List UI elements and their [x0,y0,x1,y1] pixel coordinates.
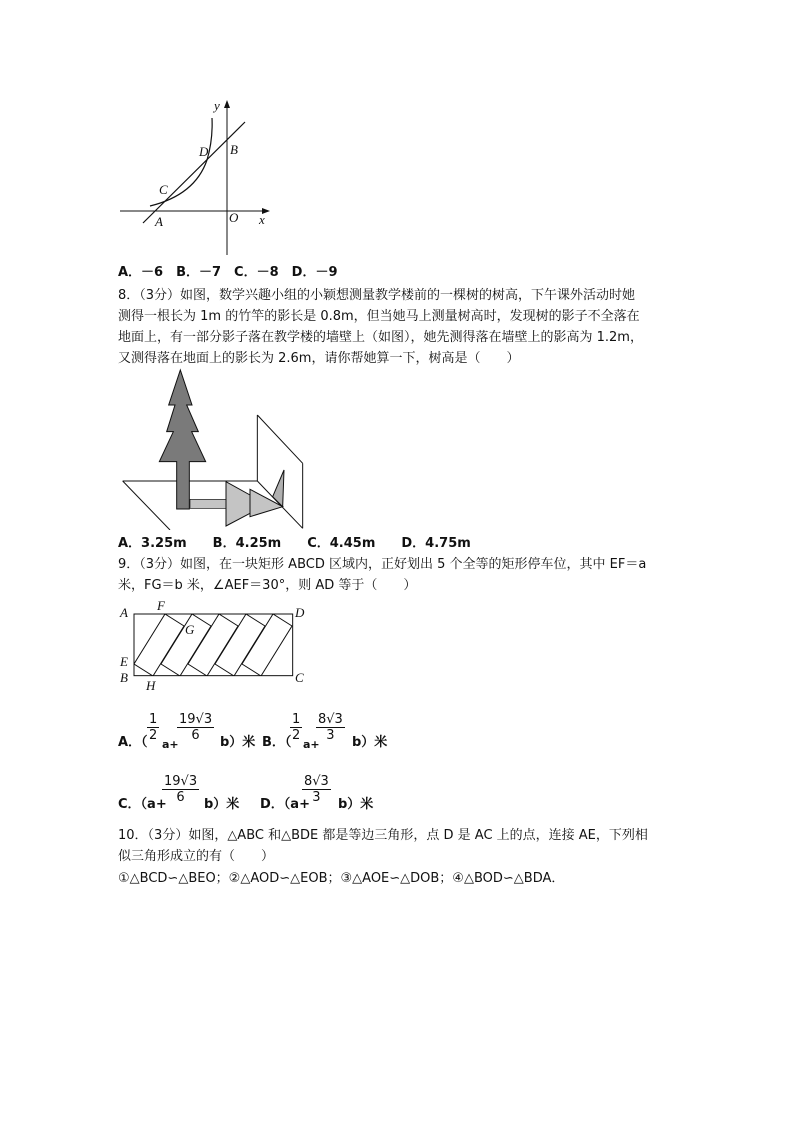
q9-option-B-mid: a+ [303,738,320,751]
parking-stall [242,614,292,676]
label-B: B [230,142,238,157]
q9-option-B-half: $\frac{1}{2}$ [292,712,301,743]
parking-stall [188,614,238,676]
q10-line-2: 似三角形成立的有（ ） [118,849,275,864]
q9-option-B-prefix: B．（ [262,735,292,750]
q9-parking-figure [110,595,310,695]
q9-option-B-fraction: $\frac{8√3}{3}$ [318,712,343,743]
parking-stall [215,614,265,676]
tree-icon [159,370,205,509]
q9-option-A-mid: a+ [162,738,179,751]
q9-line-1: 9．（3分）如图，在一块矩形 ABCD 区域内，正好划出 5 个全等的矩形停车位，其中 EF＝a [118,557,647,572]
label-y: y [214,98,220,113]
shadow-triangle-1 [226,482,250,526]
q9-option-D-suffix: b）米 [338,797,374,812]
q9-option-D-fraction: $\frac{8√3}{3}$ [304,774,329,805]
label-O: O [229,210,239,225]
line-AB [143,122,245,223]
label-D: D [199,144,209,159]
q8-line-3: 地面上，有一部分影子落在教学楼的墙壁上（如图），她先测得落在墙壁上的影高为 1.2m， [118,330,643,345]
q10-line-1: 10．（3分）如图，△ABC 和△BDE 都是等边三角形，点 D 是 AC 上的点，连接 AE，下列相 [118,828,648,843]
label-C: C [295,670,304,685]
q9-option-D-prefix: D．（a+ [260,797,310,812]
parking-stall [134,614,184,676]
label-B: B [120,670,128,685]
label-C: C [159,182,168,197]
q8-line-1: 8．（3分）如图，数学兴趣小组的小颖想测量教学楼前的一棵树的树高，下午课外活动时她 [118,288,636,303]
label-A: A [155,214,163,229]
label-G: G [185,622,195,637]
q9-option-C-fraction: $\frac{19√3}{6}$ [164,774,198,805]
q7-graph-figure [110,95,280,260]
label-E: E [120,654,128,669]
label-D: D [295,605,305,620]
q8-tree-shadow-figure [110,360,310,530]
q9-option-C-prefix: C．（a+ [118,797,167,812]
ground-shadow-bar [190,499,226,508]
q8-line-4: 又测得落在地面上的影长为 2.6m，请你帮她算一下，树高是（ ） [118,351,520,366]
label-A: A [120,605,128,620]
label-F: F [157,598,165,613]
q9-option-C-suffix: b）米 [204,797,240,812]
q9-option-A-prefix: A．（ [118,735,148,750]
q9-option-A-fraction: $\frac{19√3}{6}$ [179,712,213,743]
label-x: x [259,212,265,227]
q9-line-2: 米，FG＝b 米，∠AEF＝30°，则 AD 等于（ ） [118,578,417,593]
q10-line-3: ①△BCD∽△BEO；②△AOD∽△EOB；③△AOE∽△DOB；④△BOD∽△BDA． [118,871,565,886]
wall-shadow [273,470,284,507]
q9-option-B-suffix: b）米 [352,735,388,750]
q9-option-A-half: $\frac{1}{2}$ [149,712,158,743]
q9-option-A-suffix: b）米 [220,735,256,750]
label-H: H [146,678,156,693]
y-axis-arrow [224,100,230,108]
q8-line-2: 测得一根长为 1m 的竹竿的影长是 0.8m，但当她马上测量树高时，发现树的影子不全落在 [118,309,640,324]
q8-options: A．3.25m B．4.25m C．4.45m D．4.75m [118,536,471,551]
q7-options: A．－6 B．－7 C．－8 D．－9 [118,265,338,280]
